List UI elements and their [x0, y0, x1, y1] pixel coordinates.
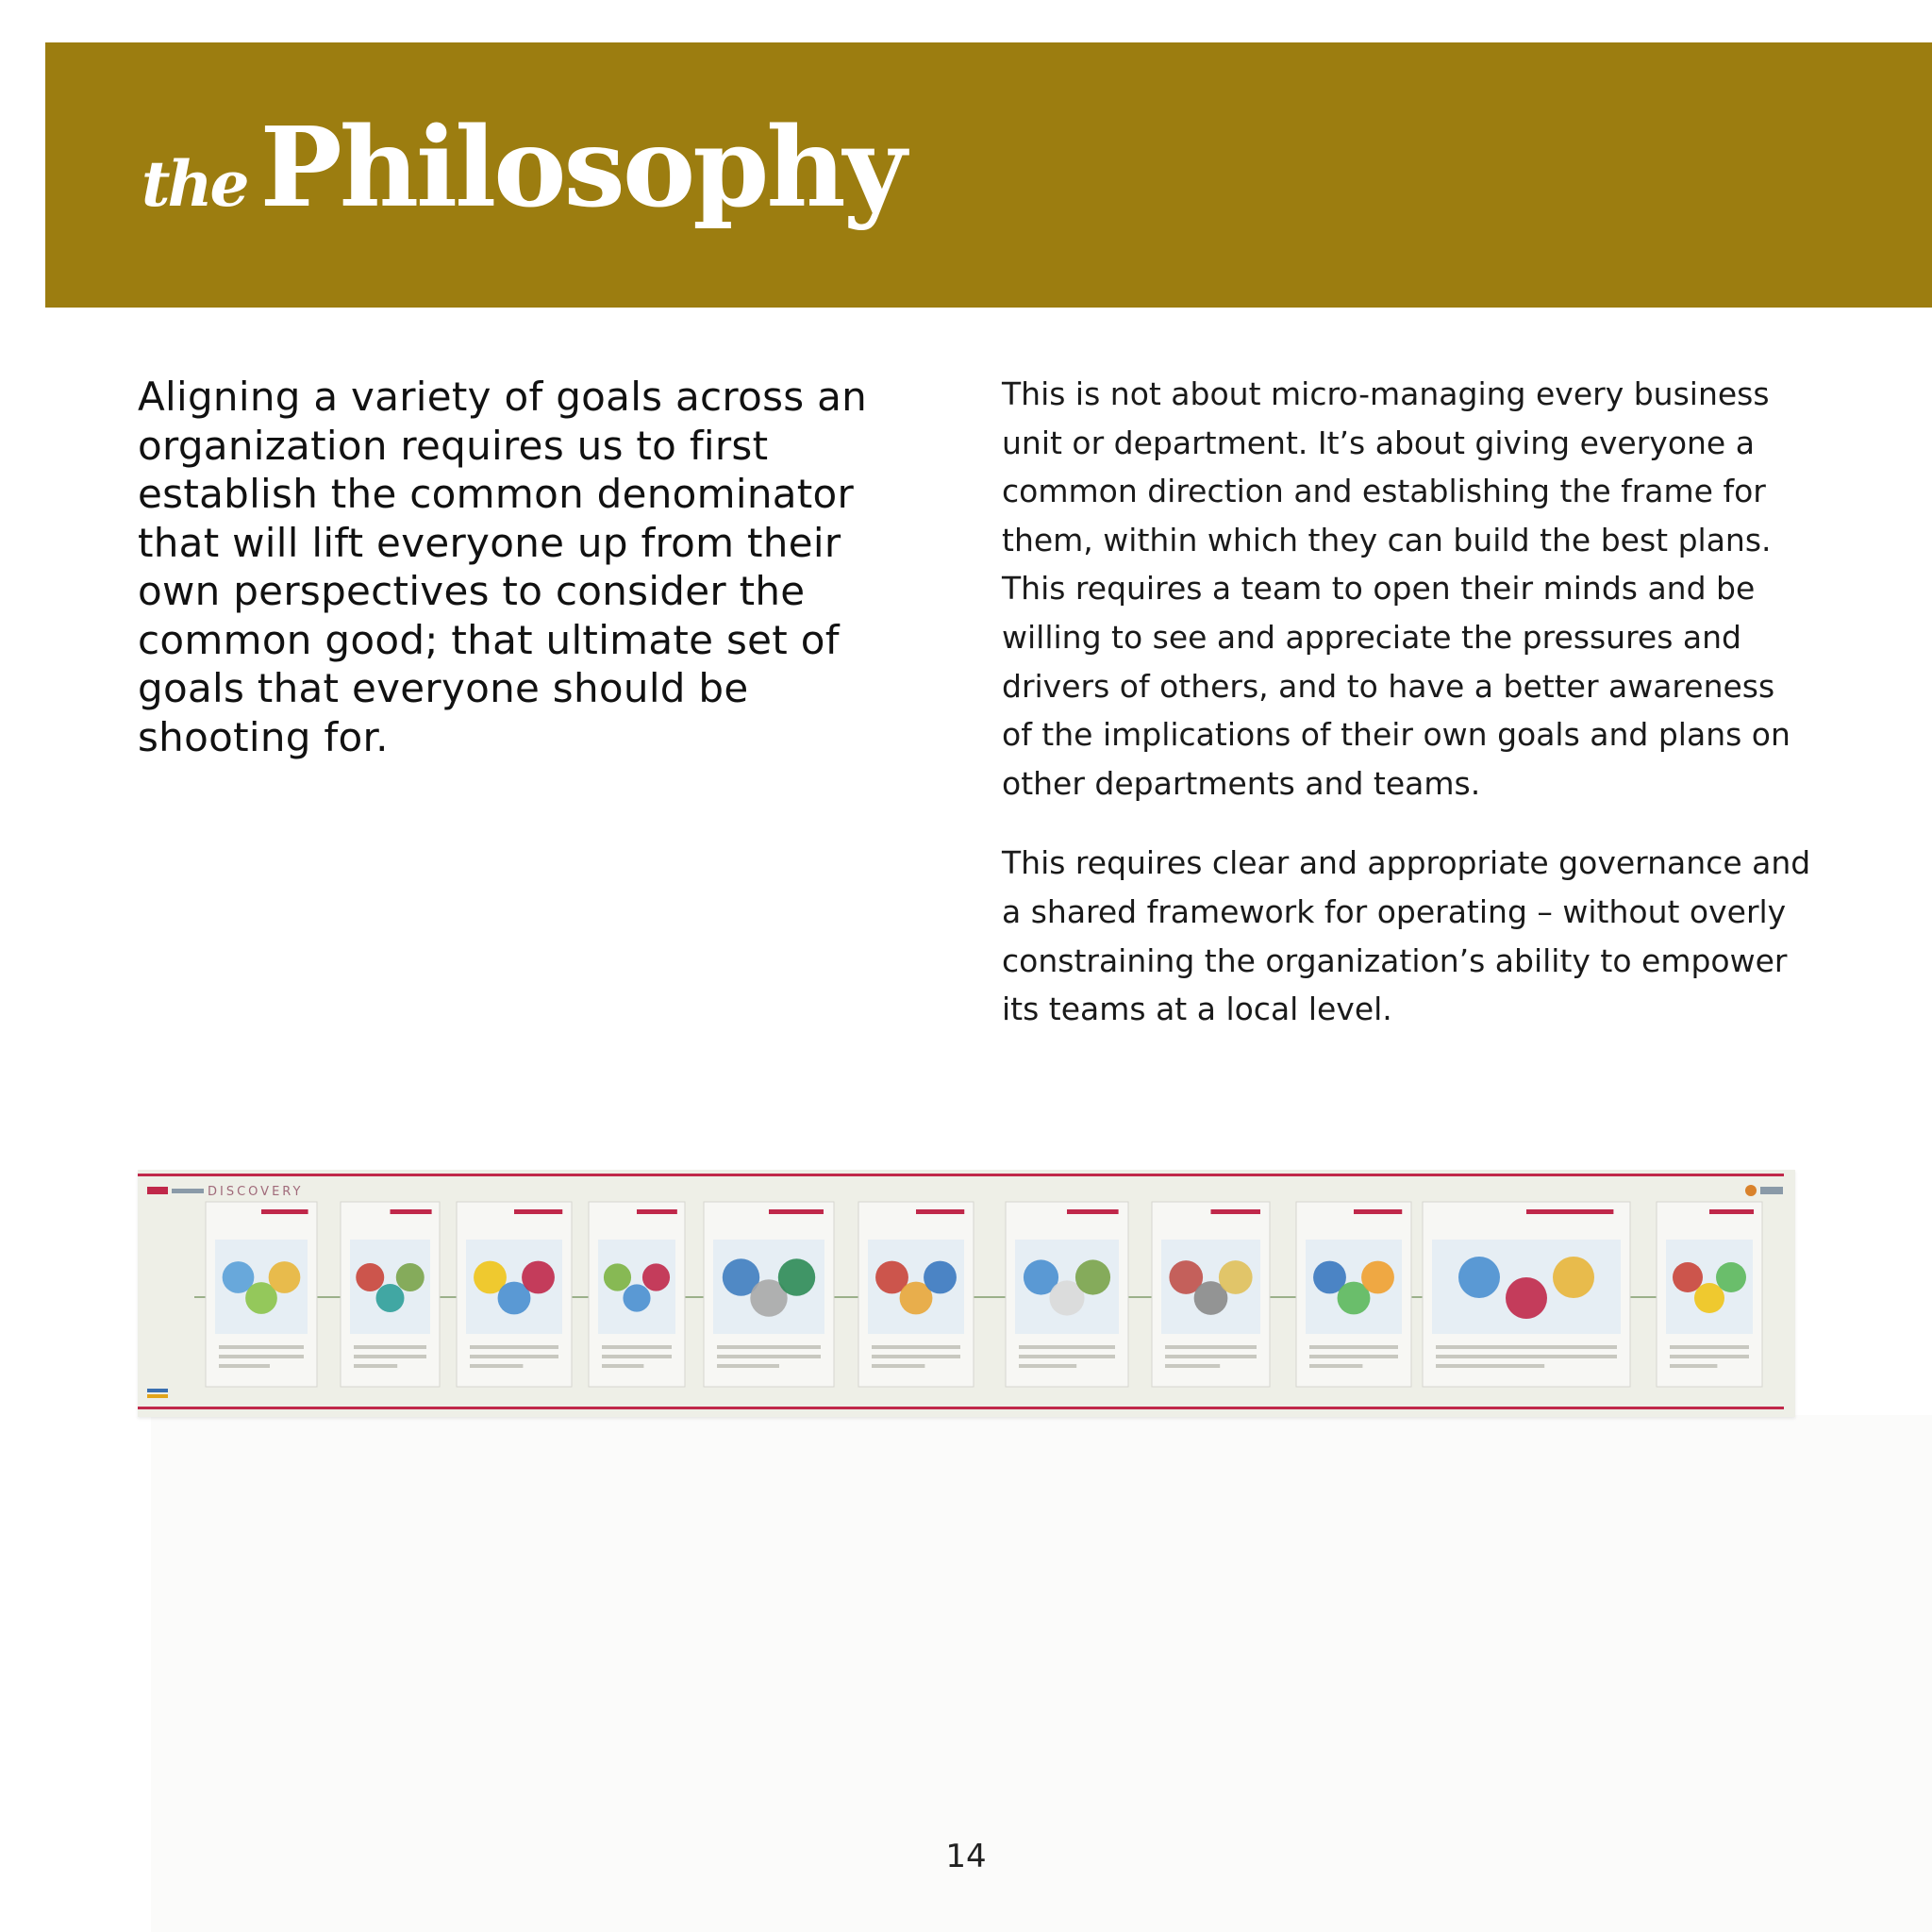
strip-panel-caption-line-2-3	[354, 1364, 397, 1368]
strip-panel-caption-line-3-3	[470, 1364, 523, 1368]
strip-panel-figure-9-3	[1361, 1261, 1394, 1294]
body-paragraph-1: This is not about micro-managing every business unit or department. It’s about giving everyone a common direction and establishing the frame for them, within which they can build the best plans. This requires a team to open their minds and be willing to see and appreciate the pressures and drivers of others, and to have a better awareness of the implications of their own goals and plans on other departments and teams.	[1002, 375, 1790, 802]
strip-panel-caption-line-7-3	[1019, 1364, 1076, 1368]
strip-panel-tab-8	[1211, 1209, 1261, 1214]
strip-partner-logo-icon	[1745, 1185, 1757, 1196]
strip-footer-logo-icon	[147, 1389, 168, 1392]
strip-panel-tab-6	[916, 1209, 964, 1214]
strip-panel-figure-1-3	[269, 1261, 301, 1293]
strip-panel-figure-10-3	[1553, 1257, 1594, 1298]
strip-panel-caption-line-10-3	[1436, 1364, 1544, 1368]
strip-panel-caption-line-5-2	[717, 1355, 821, 1358]
strip-panel-caption-line-9-1	[1309, 1345, 1398, 1349]
strip-logo-wordmark-icon	[172, 1189, 204, 1193]
strip-panel-tab-10	[1526, 1209, 1613, 1214]
strip-panel-tab-4	[637, 1209, 677, 1214]
strip-panel-figure-10-2	[1506, 1277, 1547, 1319]
strip-panel-caption-line-3-1	[470, 1345, 558, 1349]
strip-panel-caption-line-7-1	[1019, 1345, 1115, 1349]
strip-panel-caption-line-3-2	[470, 1355, 558, 1358]
strip-panel-caption-line-1-1	[219, 1345, 304, 1349]
strip-panel-tab-5	[769, 1209, 824, 1214]
strip-panel-caption-line-9-2	[1309, 1355, 1398, 1358]
page-number: 14	[945, 1838, 987, 1875]
lead-paragraph: Aligning a variety of goals across an organization requires us to first establish the common denominator that will lift everyone up from their own perspectives to consider the common good; that ultimate set of goals that everyone should be shooting for.	[138, 374, 868, 760]
strip-logo-icon	[147, 1187, 168, 1194]
strip-panel-figure-6-3	[924, 1261, 957, 1294]
strip-panel-figure-4-1	[604, 1263, 631, 1291]
strip-top-rule	[138, 1174, 1784, 1176]
strip-panel-figure-7-3	[1075, 1259, 1110, 1294]
strip-panel-caption-line-6-3	[872, 1364, 924, 1368]
body-paragraph-2: This requires clear and appropriate governance and a shared framework for operating – without overly constraining the organization’s ability to empower its teams at a local level.	[1002, 844, 1811, 1028]
strip-panel-caption-line-2-2	[354, 1355, 426, 1358]
strip-panel-figure-10-1	[1458, 1257, 1500, 1298]
strip-panel-tab-1	[261, 1209, 308, 1214]
strip-panel-tab-2	[391, 1209, 432, 1214]
strip-panel-caption-line-6-1	[872, 1345, 960, 1349]
strip-panel-figure-2-2	[376, 1284, 405, 1312]
strip-panel-caption-line-9-3	[1309, 1364, 1362, 1368]
strip-panel-caption-line-4-3	[602, 1364, 643, 1368]
strip-panel-tab-9	[1354, 1209, 1402, 1214]
strip-panel-figure-5-3	[778, 1258, 815, 1295]
strip-panel-figure-4-3	[642, 1263, 670, 1291]
strip-panel-caption-line-8-1	[1165, 1345, 1257, 1349]
strip-panel-caption-line-10-1	[1436, 1345, 1617, 1349]
strip-panel-tab-3	[514, 1209, 562, 1214]
strip-panel-caption-line-8-3	[1165, 1364, 1220, 1368]
strip-panel-figure-2-3	[396, 1263, 425, 1291]
strip-label: DISCOVERY	[208, 1185, 304, 1199]
strip-panel-figure-11-3	[1716, 1262, 1746, 1292]
body-column	[1002, 370, 1813, 1065]
strip-footer-logo-bar-icon	[147, 1394, 168, 1398]
strip-panel-figure-8-3	[1219, 1260, 1253, 1294]
strip-panel-figure-4-2	[623, 1284, 650, 1311]
title-main: Philosophy	[259, 104, 905, 232]
title-prefix: the	[142, 147, 247, 221]
strip-panel-caption-line-11-3	[1670, 1364, 1717, 1368]
strip-panel-caption-line-1-2	[219, 1355, 304, 1358]
strip-panel-caption-line-4-1	[602, 1345, 672, 1349]
strip-panel-tab-7	[1067, 1209, 1119, 1214]
strip-panel-caption-line-8-2	[1165, 1355, 1257, 1358]
strip-partner-wordmark-icon	[1760, 1187, 1783, 1194]
strip-panel-figure-3-3	[522, 1261, 555, 1294]
page-title	[142, 104, 905, 232]
strip-bottom-rule	[138, 1407, 1784, 1409]
strip-panel-caption-line-6-2	[872, 1355, 960, 1358]
strip-panel-caption-line-10-2	[1436, 1355, 1617, 1358]
strip-panel-caption-line-1-3	[219, 1364, 270, 1368]
strip-panel-caption-line-7-2	[1019, 1355, 1115, 1358]
strip-panel-caption-line-5-3	[717, 1364, 779, 1368]
discovery-strip-illustration	[138, 1170, 1795, 1417]
discovery-strip-image	[138, 1170, 1795, 1417]
strip-panel-figure-2-1	[356, 1263, 384, 1291]
strip-panel-caption-line-4-2	[602, 1355, 672, 1358]
strip-panel-caption-line-5-1	[717, 1345, 821, 1349]
strip-panel-caption-line-11-2	[1670, 1355, 1749, 1358]
strip-panel-tab-11	[1709, 1209, 1754, 1214]
strip-panel-caption-line-11-1	[1670, 1345, 1749, 1349]
strip-panel-caption-line-2-1	[354, 1345, 426, 1349]
